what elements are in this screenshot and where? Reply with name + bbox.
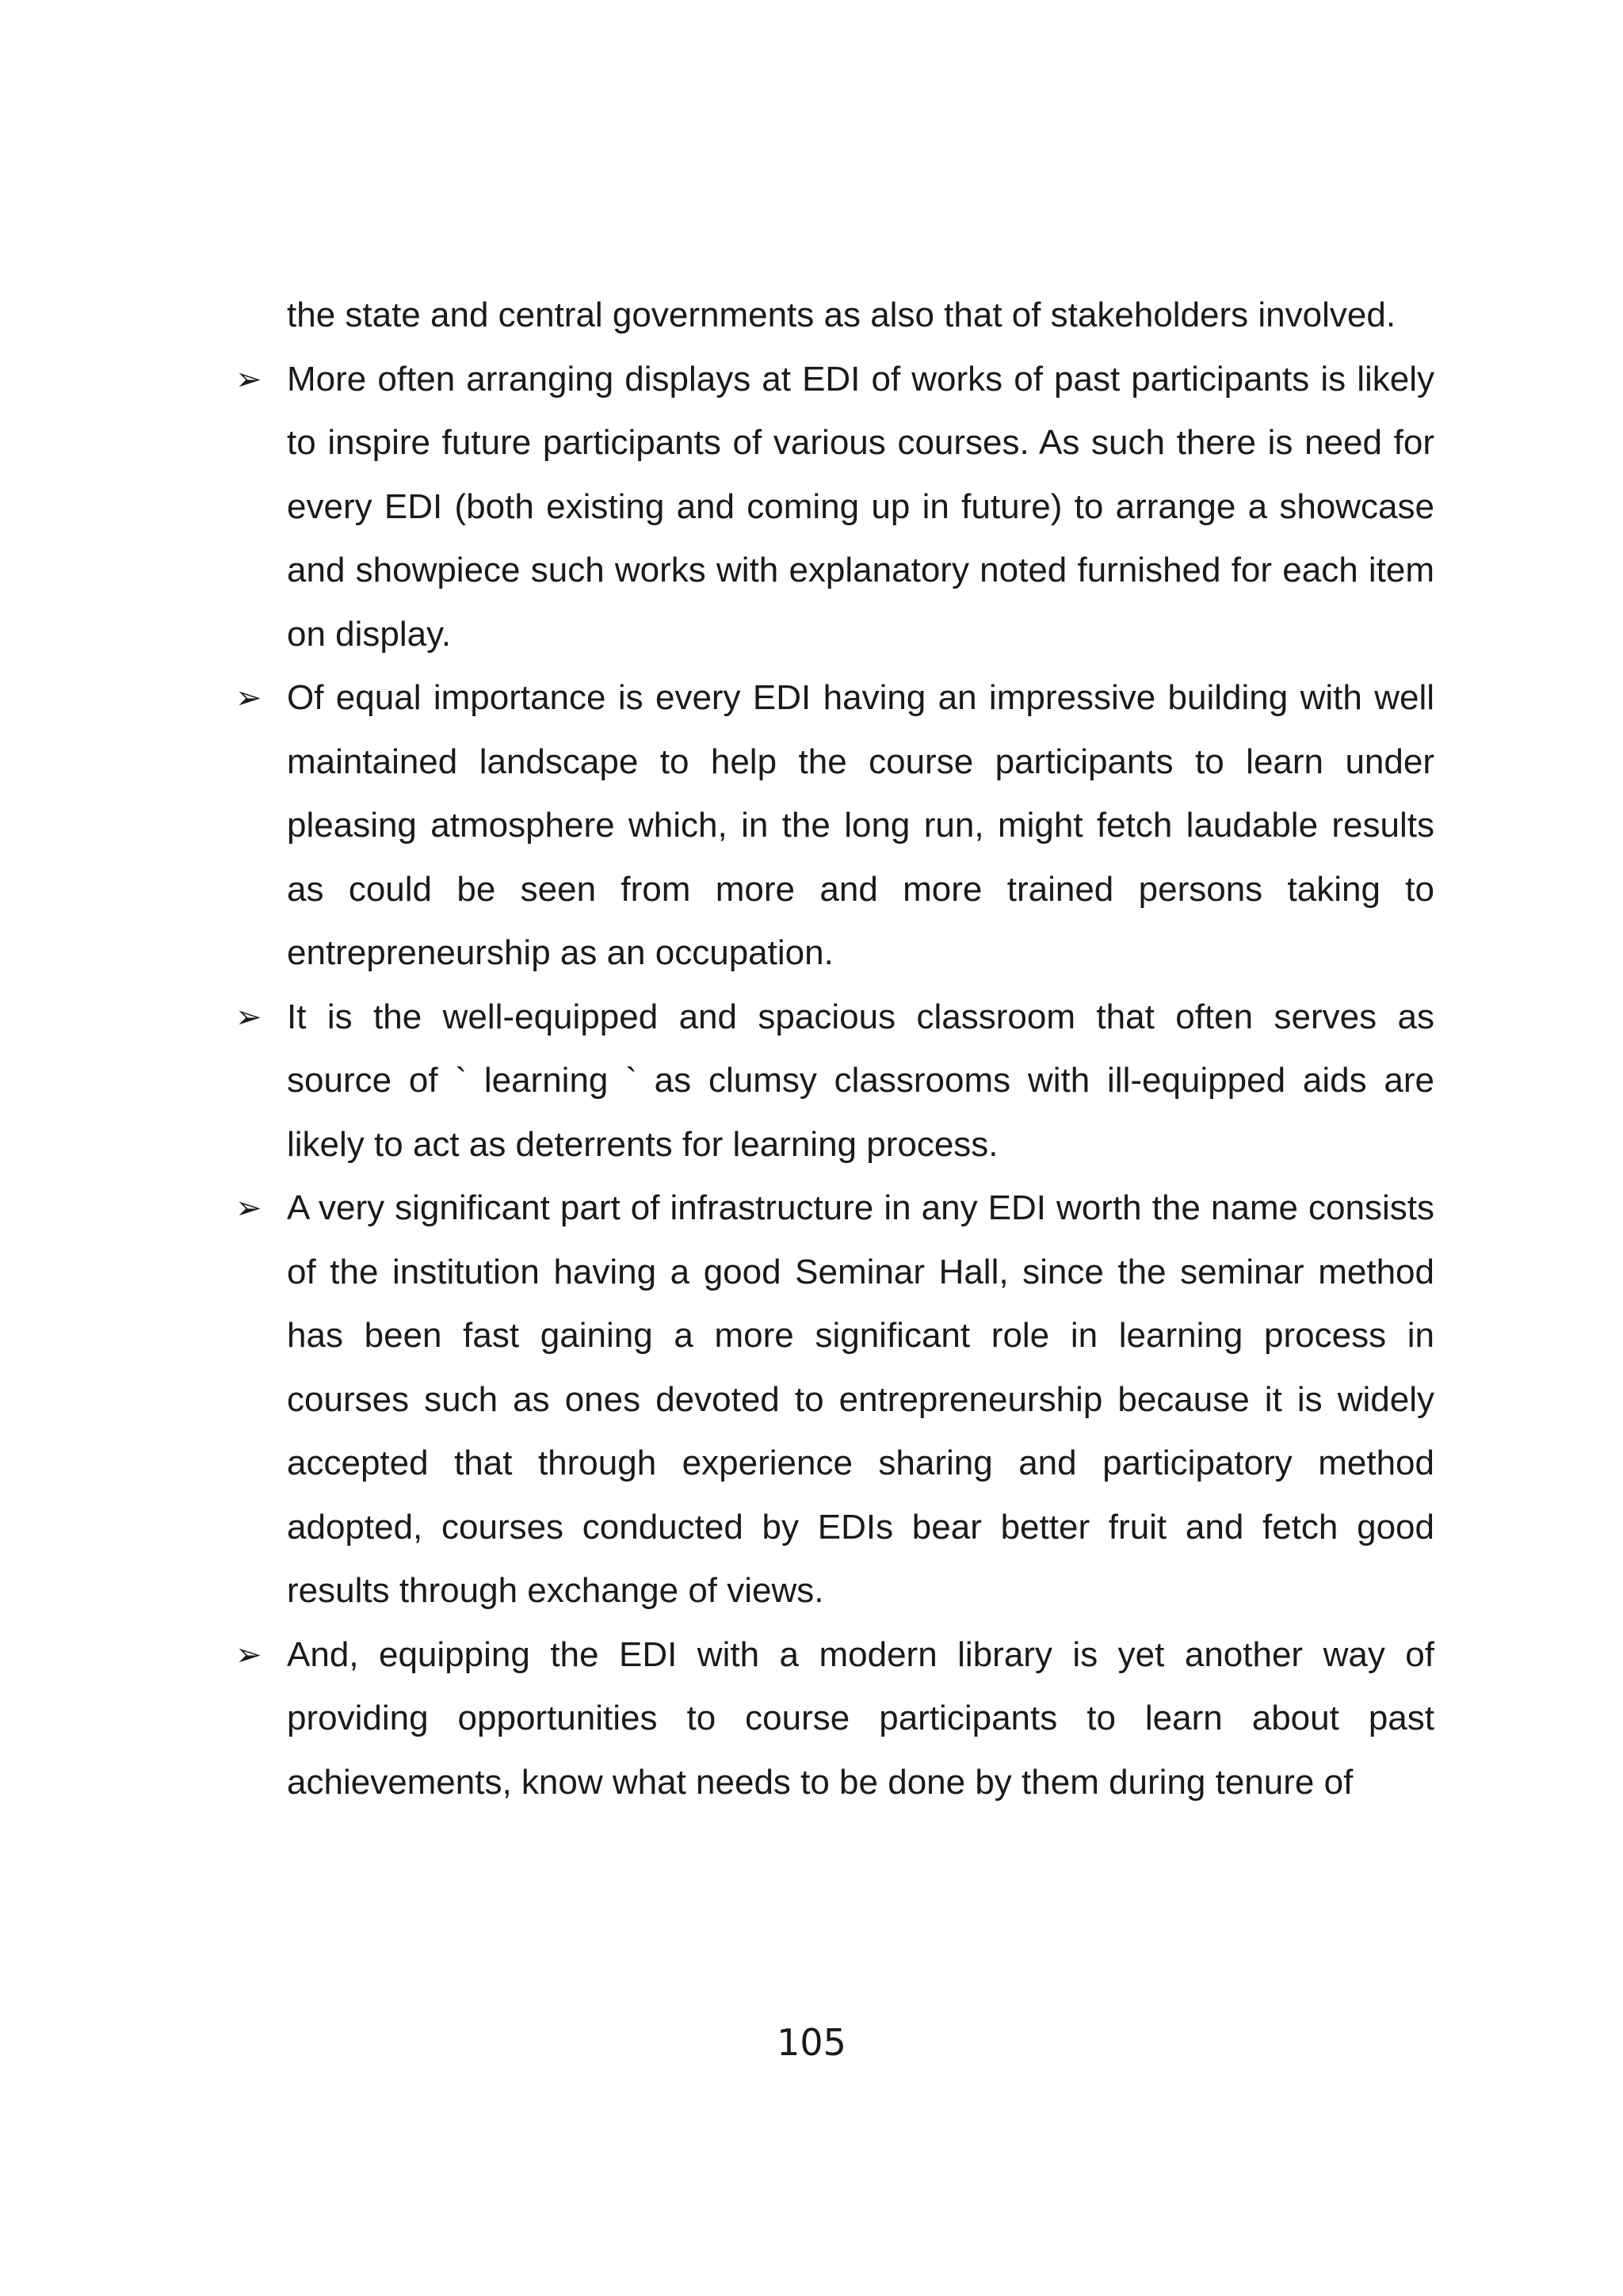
bullet-text: And, equipping the EDI with a modern library is yet another way of providing opportunities to course participants to learn about past achievements, know what needs to be done by them during tenure of bbox=[287, 1634, 1434, 1802]
bullet-text: More often arranging displays at EDI of works of past participants is likely to inspire future participants of various courses. As such there is need for every EDI (both existing and coming up in future) to arrange a showcase and showpiece such works with explanatory noted furnished for each item on display. bbox=[287, 359, 1434, 654]
body-text bbox=[235, 284, 1434, 1814]
bullet-item bbox=[235, 666, 1434, 986]
arrow-bullet-icon: ➢ bbox=[235, 680, 262, 716]
arrow-bullet-icon: ➢ bbox=[235, 1636, 262, 1673]
arrow-bullet-icon: ➢ bbox=[235, 360, 262, 398]
arrow-bullet-icon: ➢ bbox=[235, 998, 262, 1035]
bullet-text: It is the well-equipped and spacious classroom that often serves as source of ` learning ` as clumsy classrooms with ill-equipped aids are likely to act as deterrents for learning process. bbox=[287, 997, 1434, 1164]
continuation-paragraph: the state and central governments as also that of stakeholders involved. bbox=[287, 296, 1396, 334]
bullet-item bbox=[235, 1177, 1434, 1623]
arrow-bullet-icon: ➢ bbox=[235, 1190, 262, 1226]
bullet-item bbox=[235, 1623, 1434, 1815]
page-number: 105 bbox=[777, 2021, 846, 2064]
bullet-item bbox=[235, 348, 1434, 667]
bullet-item bbox=[235, 986, 1434, 1177]
bullet-text: Of equal importance is every EDI having an impressive building with well maintained landscape to help the course participants to learn under pleasing atmosphere which, in the long run, might fetch laudable results as could be seen from more and more trained persons taking to entrepreneurship as an occupation. bbox=[287, 678, 1434, 972]
bullet-text: A very significant part of infrastructure in any EDI worth the name consists of the institution having a good Seminar Hall, since the seminar method has been fast gaining a more significant role in learning process in courses such as ones devoted to entrepreneurship because it is widely accepted that through experience sharing and participatory method adopted, courses conducted by EDIs bear better fruit and fetch good results through exchange of views. bbox=[287, 1188, 1434, 1610]
